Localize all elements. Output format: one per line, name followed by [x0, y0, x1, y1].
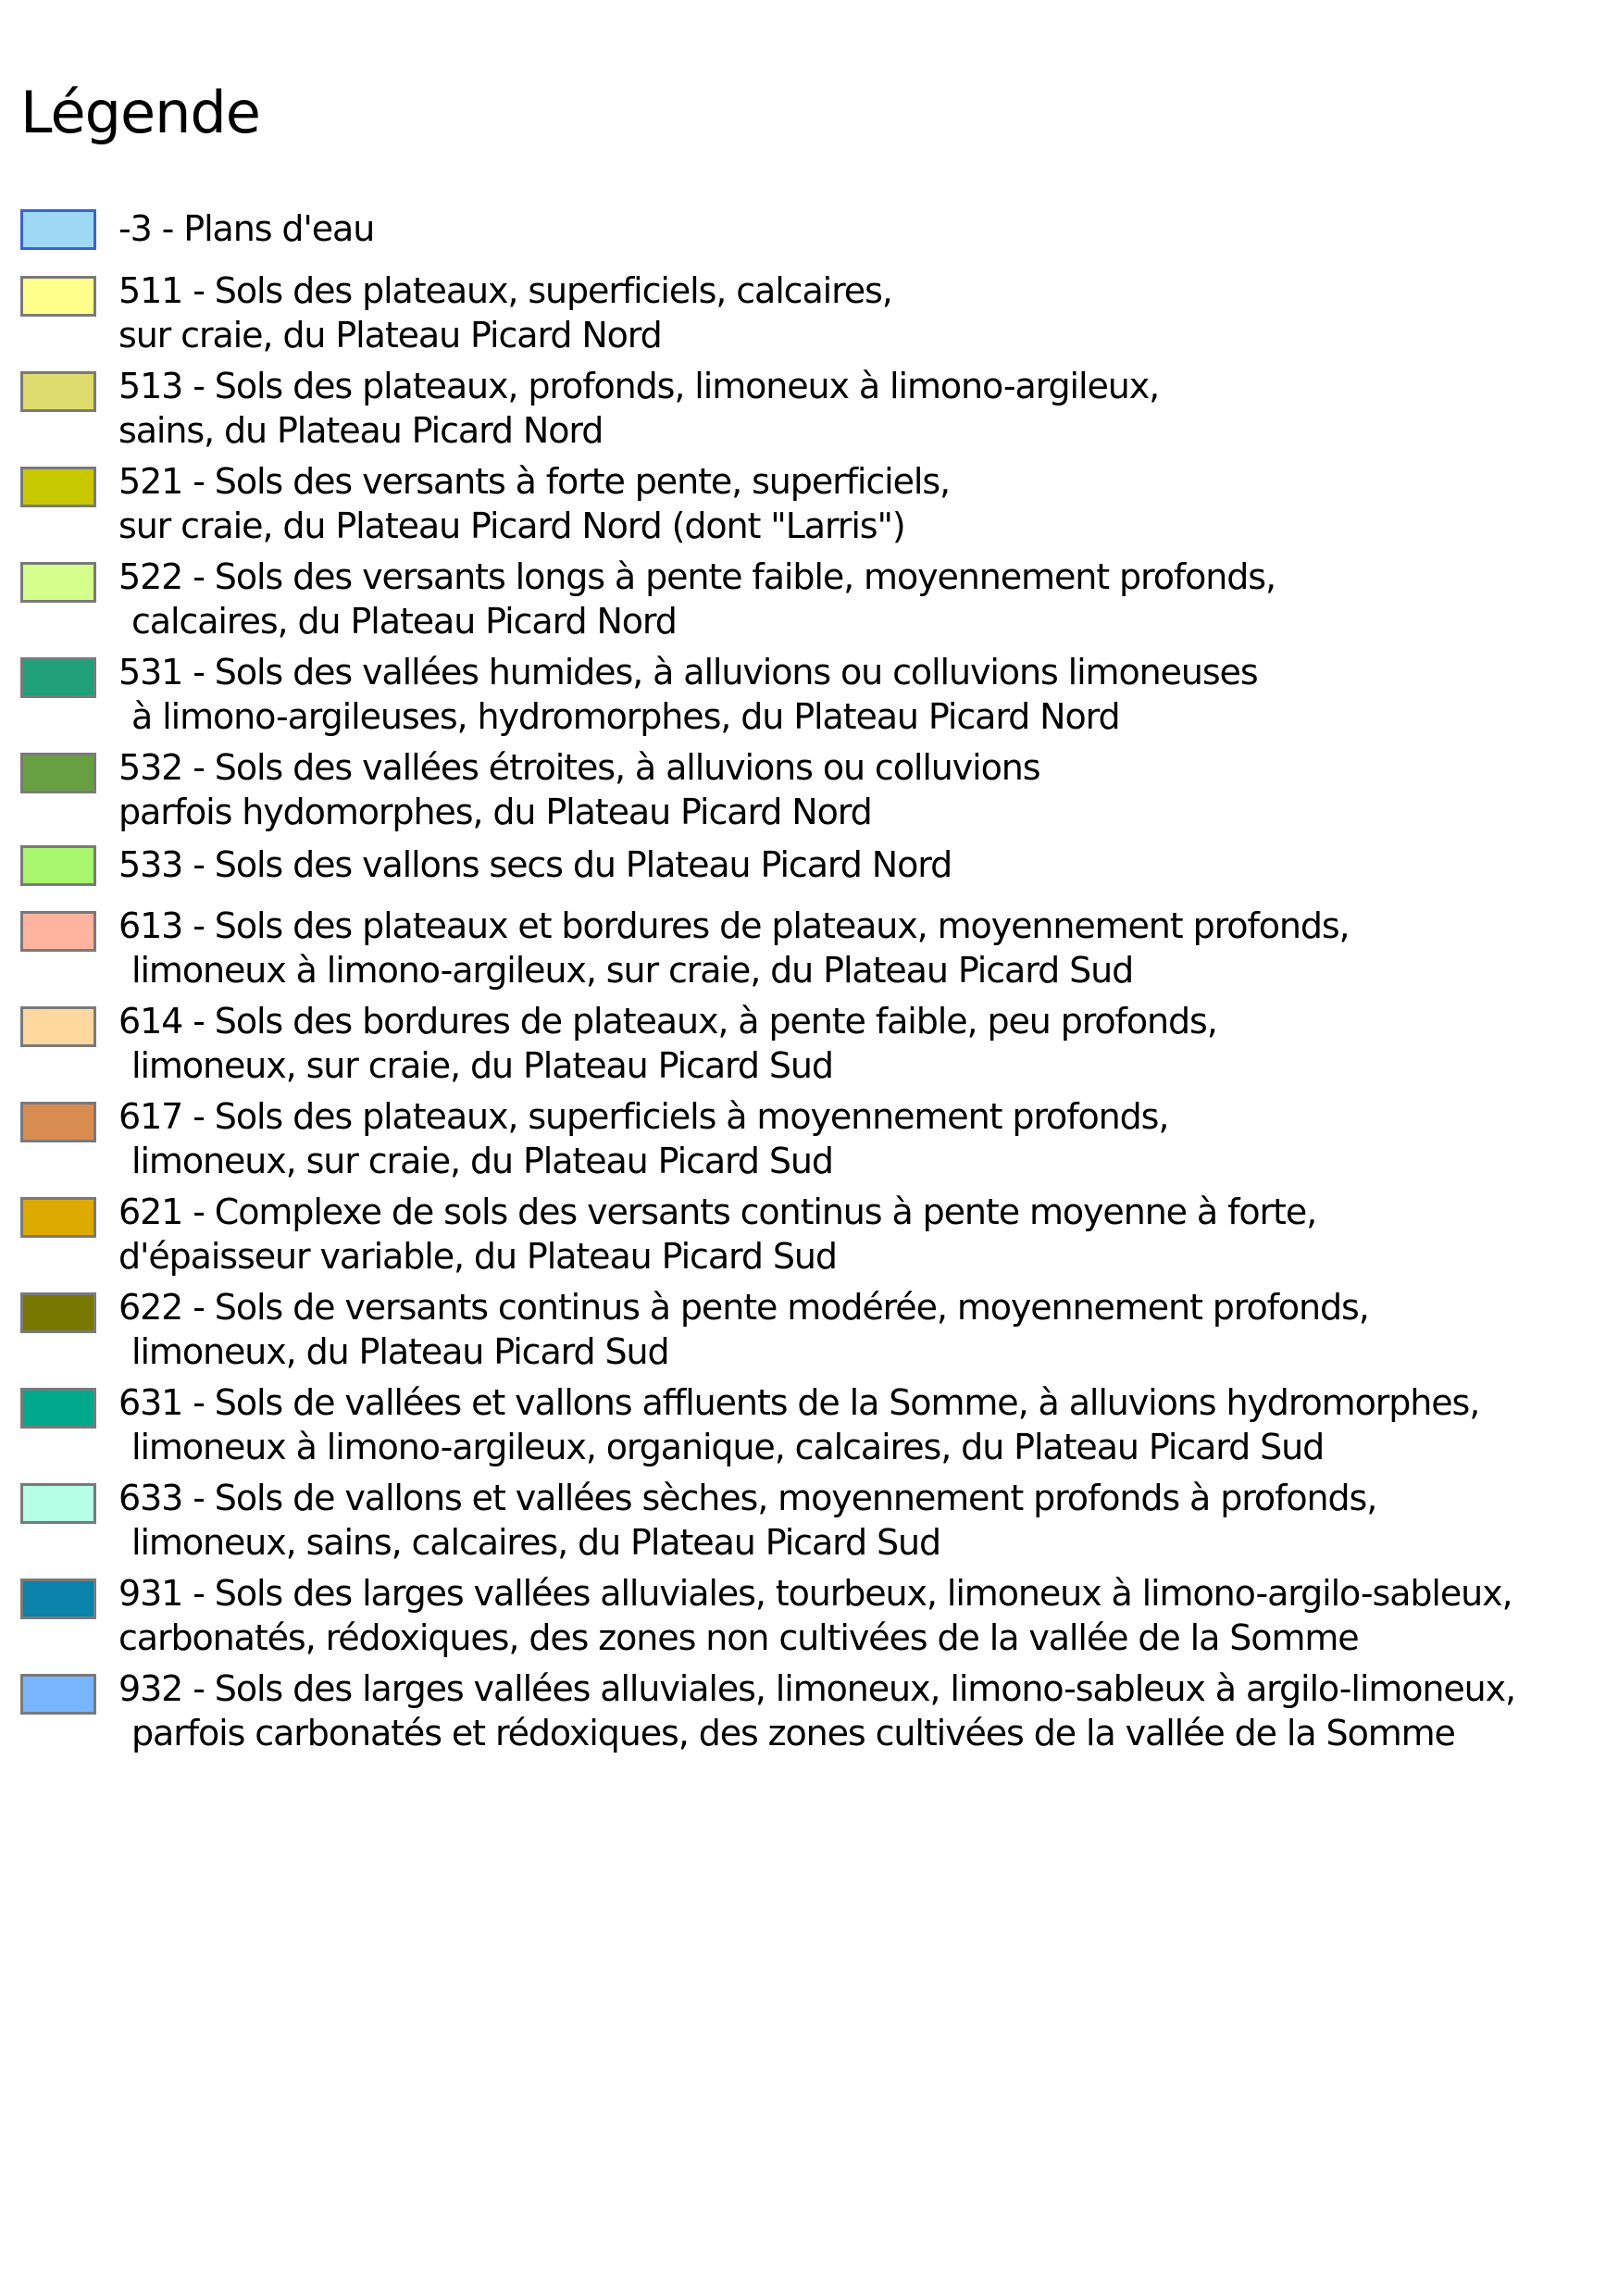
legend-label-line: 631 - Sols de vallées et vallons affluents de la Somme, à alluvions hydromorphes,	[118, 1382, 1480, 1423]
legend-label-line: 513 - Sols des plateaux, profonds, limoneux à limono-argileux,	[118, 366, 1160, 406]
legend-label	[118, 1285, 1609, 1374]
legend-label-line: 531 - Sols des vallées humides, à alluvions ou colluvions limoneuses	[118, 652, 1258, 693]
legend-label	[118, 1190, 1609, 1279]
legend-swatch	[20, 753, 96, 793]
legend-label-line: 522 - Sols des versants longs à pente faible, moyennement profonds,	[118, 556, 1276, 597]
legend-label-line: limoneux, sur craie, du Plateau Picard Sud	[131, 1141, 833, 1181]
legend-label-line: 622 - Sols de versants continus à pente modérée, moyennement profonds,	[118, 1287, 1369, 1328]
legend-label	[118, 1094, 1609, 1183]
legend-label	[118, 1666, 1609, 1755]
legend-label-line: d'épaisseur variable, du Plateau Picard Sud	[118, 1236, 837, 1277]
legend-label-line: 931 - Sols des larges vallées alluviales, tourbeux, limoneux à limono-argilo-sableux,	[118, 1573, 1512, 1614]
legend-swatch	[20, 845, 96, 886]
legend-label-line: 511 - Sols des plateaux, superficiels, calcaires,	[118, 270, 892, 311]
legend-label-line: parfois carbonatés et rédoxiques, des zones cultivées de la vallée de la Somme	[131, 1713, 1455, 1753]
legend-swatch	[20, 1674, 96, 1715]
legend-swatch	[20, 1388, 96, 1429]
legend-label-line: sur craie, du Plateau Picard Nord (dont "Larris")	[118, 505, 905, 546]
legend-label	[118, 745, 1609, 834]
legend-swatch	[20, 209, 96, 250]
legend-label-line: 533 - Sols des vallons secs du Plateau Picard Nord	[118, 844, 952, 885]
legend-label	[118, 650, 1609, 739]
legend-swatch	[20, 1292, 96, 1333]
legend-label	[118, 842, 1609, 887]
legend-label-line: 613 - Sols des plateaux et bordures de plateaux, moyennement profonds,	[118, 905, 1350, 946]
legend-label	[118, 364, 1609, 453]
legend-label-line: -3 - Plans d'eau	[118, 208, 375, 249]
legend-label	[118, 459, 1609, 548]
legend-label	[118, 1476, 1609, 1565]
legend-label-line: limoneux à limono-argileux, sur craie, du Plateau Picard Sud	[131, 950, 1134, 991]
legend-swatch	[20, 657, 96, 698]
legend-label	[118, 555, 1609, 643]
legend-label	[118, 1380, 1609, 1469]
legend-label	[118, 999, 1609, 1088]
legend-label-line: limoneux, sains, calcaires, du Plateau Picard Sud	[131, 1522, 941, 1563]
legend-label-line: sains, du Plateau Picard Nord	[118, 410, 604, 451]
legend-swatch	[20, 467, 96, 507]
legend-label-line: parfois hydomorphes, du Plateau Picard Nord	[118, 792, 872, 832]
legend-label-line: à limono-argileuses, hydromorphes, du Plateau Picard Nord	[131, 696, 1120, 737]
legend-swatch	[20, 1483, 96, 1524]
legend-swatch	[20, 371, 96, 412]
legend-label	[118, 904, 1609, 992]
legend-label-line: limoneux à limono-argileux, organique, calcaires, du Plateau Picard Sud	[131, 1427, 1325, 1467]
legend-label-line: 932 - Sols des larges vallées alluviales, limoneux, limono-sableux à argilo-limoneux,	[118, 1668, 1515, 1709]
legend-label	[118, 1571, 1609, 1660]
legend-swatch	[20, 276, 96, 317]
legend-label-line: limoneux, sur craie, du Plateau Picard Sud	[131, 1045, 833, 1086]
legend-swatch	[20, 1197, 96, 1238]
legend-swatch	[20, 1006, 96, 1047]
legend-label-line: carbonatés, rédoxiques, des zones non cultivées de la vallée de la Somme	[118, 1617, 1359, 1658]
legend-label-line: 633 - Sols de vallons et vallées sèches, moyennement profonds à profonds,	[118, 1478, 1377, 1518]
legend-label	[118, 206, 1609, 251]
legend-title: Légende	[20, 79, 260, 146]
legend-label-line: 621 - Complexe de sols des versants continus à pente moyenne à forte,	[118, 1192, 1317, 1232]
legend-label-line: 532 - Sols des vallées étroites, à alluvions ou colluvions	[118, 747, 1040, 788]
legend-swatch	[20, 1102, 96, 1142]
legend-swatch	[20, 562, 96, 603]
legend-label-line: calcaires, du Plateau Picard Nord	[131, 601, 677, 642]
legend-label-line: 521 - Sols des versants à forte pente, superficiels,	[118, 461, 951, 502]
legend-swatch	[20, 911, 96, 952]
legend-label-line: limoneux, du Plateau Picard Sud	[131, 1331, 669, 1372]
legend-label-line: 614 - Sols des bordures de plateaux, à pente faible, peu profonds,	[118, 1001, 1217, 1042]
legend-label-line: sur craie, du Plateau Picard Nord	[118, 315, 662, 356]
legend-label-line: 617 - Sols des plateaux, superficiels à moyennement profonds,	[118, 1096, 1169, 1137]
legend-swatch	[20, 1578, 96, 1619]
legend-label	[118, 268, 1609, 357]
